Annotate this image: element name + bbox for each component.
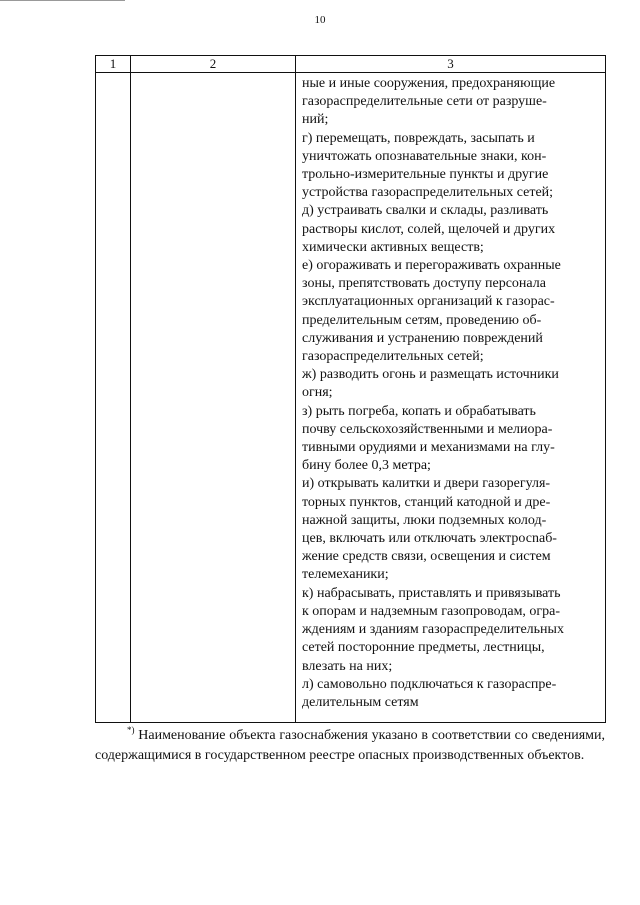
text-line: служивания и устранению повреждений <box>302 330 543 346</box>
text-line: почву сельскохозяйственными и мелиора- <box>302 421 553 437</box>
text-line: влезать на них; <box>302 658 393 674</box>
text-line: цев, включать или отключать электросnаб- <box>302 531 557 547</box>
text-line: огня; <box>302 385 333 401</box>
text-line: торных пунктов, станций катодной и дре- <box>302 494 551 510</box>
text-line: д) устраивать свалки и склады, разливать <box>302 203 549 219</box>
text-line: трольно-измерительные пункты и другие <box>302 167 549 183</box>
table-header-row <box>96 56 606 73</box>
text-line: телемеханики; <box>302 567 389 583</box>
text-line: л) самовольно подключаться к газораспре- <box>302 676 557 692</box>
footnote <box>95 726 605 765</box>
text-line: эксплуатационных организаций к газорас- <box>302 294 555 310</box>
text-line: к опорам и надземным газопроводам, огра- <box>302 603 561 619</box>
text-line: е) огораживать и перегораживать охранные <box>302 258 561 274</box>
header-cell-2: 2 <box>131 56 296 73</box>
text-line: нажной защиты, люки подземных колод- <box>302 512 547 528</box>
text-line: газораспределительных сетей; <box>302 349 484 365</box>
text-line: пределительным сетям, проведению об- <box>302 312 542 328</box>
text-line: г) перемещать, повреждать, засыпать и <box>302 130 535 146</box>
text-line: зоны, препятствовать доступу персонала <box>302 276 546 292</box>
body-cell-1 <box>96 73 131 723</box>
body-cell-2 <box>131 73 296 723</box>
text-line: и) открывать калитки и двери газорегуля- <box>302 476 551 492</box>
text-line: ж) разводить огонь и размещать источники <box>302 367 559 383</box>
prohibitions-text <box>302 75 601 712</box>
page-number: 10 <box>314 14 326 26</box>
text-line: делительным сетям <box>302 694 419 710</box>
text-line: ждениям и зданиям газораспределительных <box>302 622 564 638</box>
text-line: растворы кислот, солей, щелочей и других <box>302 221 556 237</box>
text-line: сетей посторонние предметы, лестницы, <box>302 640 545 656</box>
text-line: тивными орудиями и механизмами на глу- <box>302 440 555 456</box>
document-table <box>95 55 606 723</box>
text-line: устройства газораспределительных сетей; <box>302 185 554 201</box>
text-line: з) рыть погреба, копать и обрабатывать <box>302 403 536 419</box>
footnote-marker: *) <box>127 725 135 735</box>
text-line: газораспределительные сети от разруше- <box>302 94 547 110</box>
top-rule <box>0 0 125 1</box>
text-line: бину более 0,3 метра; <box>302 458 431 474</box>
table-body-row <box>96 73 606 723</box>
body-cell-3 <box>296 73 606 723</box>
text-line: ний; <box>302 112 329 128</box>
header-cell-1: 1 <box>96 56 131 73</box>
text-line: уничтожать опознавательные знаки, кон- <box>302 148 547 164</box>
footnote-text: Наименование объекта газоснабжения указано в соответствии со сведениями, содержащимися в государственном реестре опасных производственных объектов. <box>95 728 605 763</box>
text-line: жение средств связи, освещения и систем <box>302 549 551 565</box>
text-line: ные и иные сооружения, предохраняющие <box>302 76 556 91</box>
header-cell-3: 3 <box>296 56 606 73</box>
text-line: к) набрасывать, приставлять и привязывать <box>302 585 561 601</box>
text-line: химически активных веществ; <box>302 239 484 255</box>
